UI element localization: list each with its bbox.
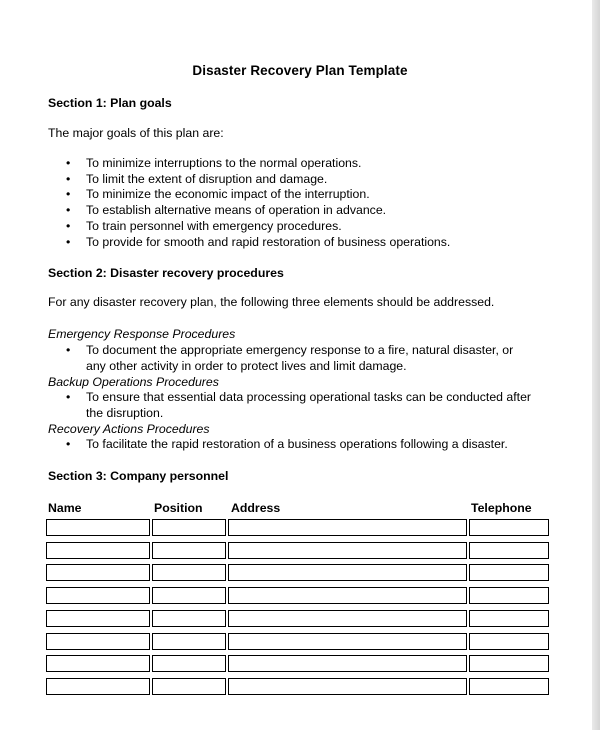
section2-heading: Section 2: Disaster recovery procedures	[48, 266, 284, 280]
bullet-icon: •	[66, 187, 71, 202]
table-header-address: Address	[231, 501, 281, 515]
section1-intro: The major goals of this plan are:	[48, 126, 224, 140]
table-address-cell[interactable]	[228, 519, 467, 536]
procedure-title-backup: Backup Operations Procedures	[48, 375, 219, 389]
list-item: • To minimize the economic impact of the interruption.	[66, 187, 370, 202]
table-telephone-cell[interactable]	[469, 564, 549, 581]
bullet-icon: •	[66, 437, 71, 451]
table-address-cell[interactable]	[228, 633, 467, 650]
bullet-icon: •	[66, 390, 71, 404]
section1-heading: Section 1: Plan goals	[48, 96, 172, 110]
section3-heading: Section 3: Company personnel	[48, 469, 229, 483]
table-address-cell[interactable]	[228, 610, 467, 627]
table-position-cell[interactable]	[152, 564, 226, 581]
table-header-position: Position	[154, 501, 203, 515]
table-telephone-cell[interactable]	[469, 633, 549, 650]
table-telephone-cell[interactable]	[469, 542, 549, 559]
bullet-icon: •	[66, 203, 71, 218]
table-position-cell[interactable]	[152, 610, 226, 627]
table-telephone-cell[interactable]	[469, 678, 549, 695]
document-title: Disaster Recovery Plan Template	[192, 63, 408, 78]
list-item: • To limit the extent of disruption and damage.	[66, 171, 328, 186]
list-item: • To minimize interruptions to the normal operations.	[66, 156, 362, 170]
table-name-cell[interactable]	[46, 678, 150, 695]
table-address-cell[interactable]	[228, 678, 467, 695]
table-name-cell[interactable]	[46, 655, 150, 672]
table-name-cell[interactable]	[46, 542, 150, 559]
bullet-icon: •	[66, 343, 71, 357]
procedure-bullet-emergency: • To document the appropriate emergency response to a fire, natural disaster, or any other activity in order to protect lives and limit damage.	[66, 343, 514, 373]
bullet-icon: •	[66, 234, 71, 249]
bullet-icon: •	[66, 171, 71, 186]
table-position-cell[interactable]	[152, 633, 226, 650]
table-position-cell[interactable]	[152, 587, 226, 604]
bullet-icon: •	[66, 218, 71, 233]
table-address-cell[interactable]	[228, 564, 467, 581]
list-item: • To train personnel with emergency procedures.	[66, 218, 342, 233]
table-name-cell[interactable]	[46, 587, 150, 604]
table-telephone-cell[interactable]	[469, 519, 549, 536]
table-position-cell[interactable]	[152, 655, 226, 672]
table-header-telephone: Telephone	[471, 501, 532, 515]
table-name-cell[interactable]	[46, 633, 150, 650]
list-item: • To provide for smooth and rapid restoration of business operations.	[66, 234, 451, 249]
table-telephone-cell[interactable]	[469, 587, 549, 604]
procedure-title-emergency: Emergency Response Procedures	[48, 327, 236, 341]
table-name-cell[interactable]	[46, 610, 150, 627]
table-telephone-cell[interactable]	[469, 610, 549, 627]
section1-goals-list	[66, 156, 450, 250]
table-telephone-cell[interactable]	[469, 655, 549, 672]
table-address-cell[interactable]	[228, 655, 467, 672]
list-item: • To establish alternative means of operation in advance.	[66, 203, 387, 218]
table-name-cell[interactable]	[46, 519, 150, 536]
table-position-cell[interactable]	[152, 542, 226, 559]
table-position-cell[interactable]	[152, 519, 226, 536]
procedure-bullet-backup: • To ensure that essential data processing operational tasks can be conducted after the disruption.	[66, 390, 532, 420]
table-address-cell[interactable]	[228, 542, 467, 559]
procedure-title-recovery: Recovery Actions Procedures	[48, 422, 210, 436]
table-position-cell[interactable]	[152, 678, 226, 695]
table-address-cell[interactable]	[228, 587, 467, 604]
procedure-bullet-recovery: • To facilitate the rapid restoration of a business operations following a disaster.	[66, 437, 508, 451]
table-header-name: Name	[48, 501, 82, 515]
bullet-icon: •	[66, 156, 71, 170]
section2-intro: For any disaster recovery plan, the following three elements should be addressed.	[48, 295, 495, 309]
table-name-cell[interactable]	[46, 564, 150, 581]
page-edge	[592, 0, 600, 730]
